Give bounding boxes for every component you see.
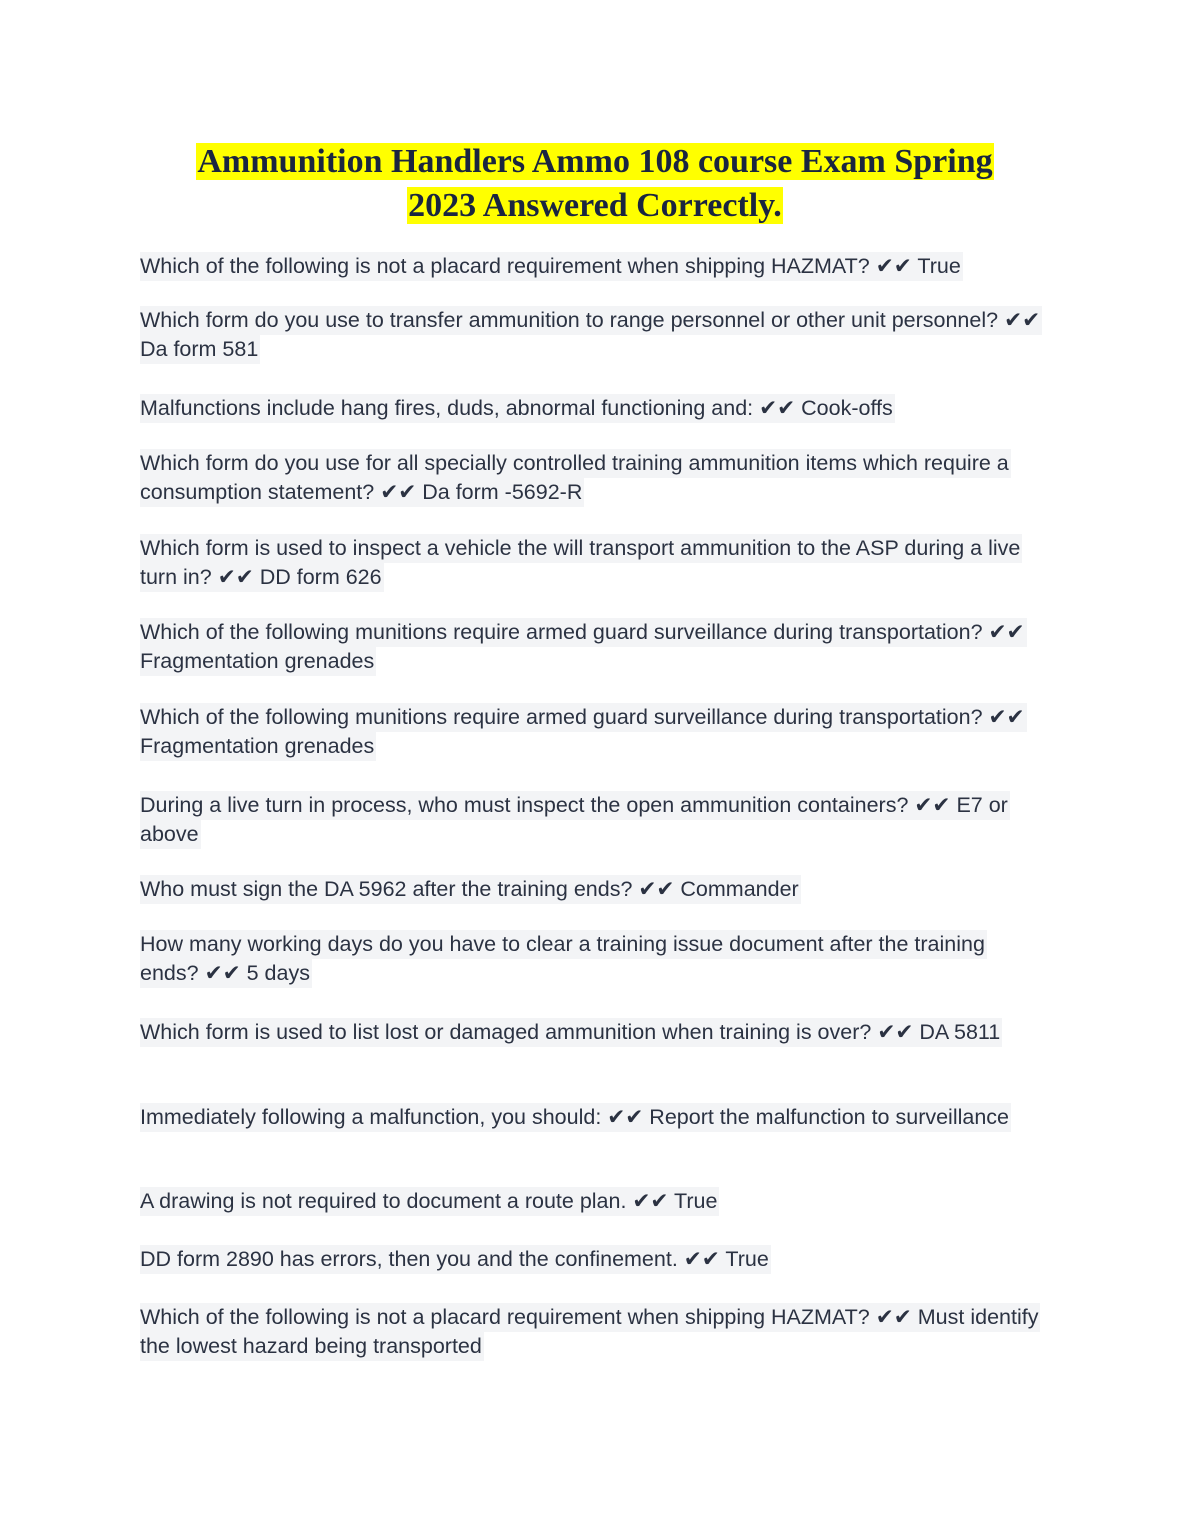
answer-text: Must identify the lowest hazard being transported — [140, 1305, 1039, 1358]
check-icon: ✔✔ — [204, 961, 241, 985]
check-icon: ✔✔ — [875, 1305, 912, 1329]
question-text: Immediately following a malfunction, you should: — [140, 1105, 602, 1129]
question-text: Which of the following munitions require armed guard surveillance during transportation? — [140, 620, 983, 644]
check-icon: ✔✔ — [217, 565, 254, 589]
qa-item-10 — [140, 930, 1045, 988]
question-text: Which of the following munitions require armed guard surveillance during transportation? — [140, 705, 983, 729]
document-title — [95, 140, 1095, 228]
check-icon: ✔✔ — [759, 396, 796, 420]
qa-item-15 — [140, 1303, 1045, 1361]
question-text: Which form is used to list lost or damaged ammunition when training is over? — [140, 1020, 872, 1044]
answer-text: True — [917, 254, 961, 278]
qa-item-7 — [140, 703, 1045, 761]
check-icon: ✔✔ — [1004, 308, 1041, 332]
question-text: Who must sign the DA 5962 after the training ends? — [140, 877, 633, 901]
question-text: During a live turn in process, who must inspect the open ammunition containers? — [140, 793, 909, 817]
check-icon: ✔✔ — [607, 1105, 644, 1129]
question-text: Which of the following is not a placard requirement when shipping HAZMAT? — [140, 254, 870, 278]
qa-item-5 — [140, 534, 1045, 592]
title-line-2: 2023 Answered Correctly. — [408, 187, 782, 224]
qa-item-8 — [140, 791, 1045, 849]
qa-item-12 — [140, 1103, 1045, 1132]
answer-text: True — [725, 1247, 769, 1271]
question-text: Which form do you use to transfer ammunition to range personnel or other unit personnel? — [140, 308, 999, 332]
title-line-1: Ammunition Handlers Ammo 108 course Exam Spring — [197, 143, 993, 180]
check-icon: ✔✔ — [877, 1020, 914, 1044]
question-text: Which form do you use for all specially controlled training ammunition items which require a consumption statement? — [140, 451, 1009, 504]
answer-text: DD form 626 — [259, 565, 382, 589]
qa-item-11 — [140, 1018, 1045, 1047]
answer-text: Commander — [680, 877, 799, 901]
qa-item-9 — [140, 875, 1045, 904]
check-icon: ✔✔ — [988, 620, 1025, 644]
answer-text: Da form -5692-R — [422, 480, 583, 504]
qa-item-6 — [140, 618, 1045, 676]
answer-text: E7 or above — [140, 793, 1008, 846]
check-icon: ✔✔ — [380, 480, 417, 504]
question-text: Which of the following is not a placard requirement when shipping HAZMAT? — [140, 1305, 870, 1329]
check-icon: ✔✔ — [638, 877, 675, 901]
qa-item-4 — [140, 449, 1045, 507]
answer-text: Cook-offs — [801, 396, 893, 420]
qa-item-14 — [140, 1245, 1045, 1274]
answer-text: Fragmentation grenades — [140, 649, 375, 673]
question-text: DD form 2890 has errors, then you and the confinement. — [140, 1247, 678, 1271]
answer-text: DA 5811 — [919, 1020, 1001, 1044]
answer-text: Da form 581 — [140, 337, 259, 361]
qa-item-1 — [140, 252, 1045, 281]
answer-text: Fragmentation grenades — [140, 734, 375, 758]
check-icon: ✔✔ — [875, 254, 912, 278]
question-text: Which form is used to inspect a vehicle the will transport ammunition to the ASP during a live turn in? — [140, 536, 1021, 589]
question-text: A drawing is not required to document a route plan. — [140, 1189, 627, 1213]
check-icon: ✔✔ — [683, 1247, 720, 1271]
check-icon: ✔✔ — [632, 1189, 669, 1213]
question-text: How many working days do you have to clear a training issue document after the training ends? — [140, 932, 985, 985]
answer-text: Report the malfunction to surveillance — [649, 1105, 1010, 1129]
question-text: Malfunctions include hang fires, duds, abnormal functioning and: — [140, 396, 754, 420]
qa-item-3 — [140, 394, 1045, 423]
answer-text: True — [674, 1189, 718, 1213]
qa-item-2 — [140, 306, 1045, 364]
check-icon: ✔✔ — [988, 705, 1025, 729]
qa-item-13 — [140, 1187, 1045, 1216]
check-icon: ✔✔ — [914, 793, 951, 817]
answer-text: 5 days — [246, 961, 310, 985]
